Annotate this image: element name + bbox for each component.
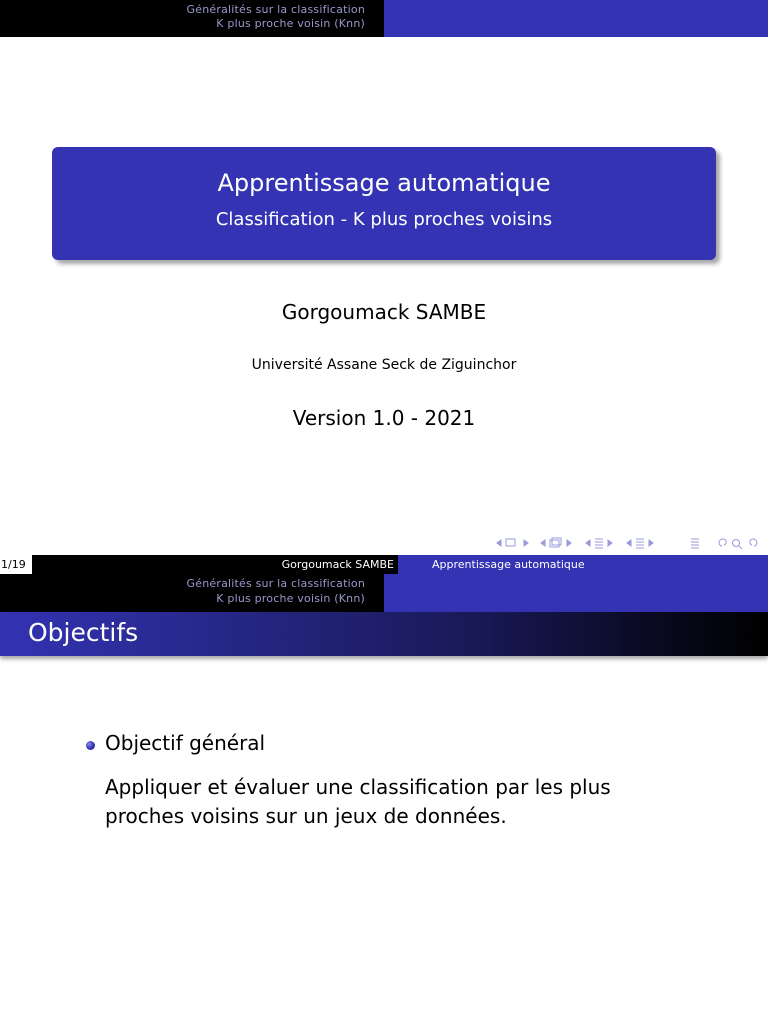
header-section-link[interactable]: Généralités sur la classification [186,577,365,590]
frame-title: Objectifs [28,618,139,647]
presentation-title: Apprentissage automatique [217,169,551,197]
nav-next-slide-icon [524,540,528,546]
header-left-panel [0,0,384,37]
bullet-heading: Objectif général [105,731,266,755]
bullet-body-text: Appliquer et évaluer une classification par les plus proches voisins sur un jeux de données. [105,775,611,828]
header-subsection-link[interactable]: K plus proche voisin (Knn) [216,17,365,30]
search-icon [733,540,740,547]
author-name: Gorgoumack SAMBE [281,300,487,324]
header-right-panel [384,0,768,37]
bullet-icon [86,741,95,750]
nav-prev-slide-icon [497,540,501,546]
back-icon [719,539,726,546]
slide1-footer [0,555,768,574]
nav-prev-section-icon [627,540,631,546]
footer-right-panel [398,555,768,574]
page-number: 1/19 [0,555,32,574]
header-subsection-link[interactable]: K plus proche voisin (Knn) [216,592,365,605]
header-right-panel [384,574,768,612]
title-block [52,147,716,260]
header-section-link[interactable]: Généralités sur la classification [186,3,365,16]
nav-next-frame-icon [567,540,571,546]
nav-prev-subsection-icon [586,540,590,546]
forward-icon [750,539,757,546]
footer-author[interactable]: Gorgoumack SAMBE [281,558,394,571]
nav-next-section-icon [649,540,653,546]
presentation-subtitle: Classification - K plus proches voisins [215,209,553,230]
nav-next-subsection-icon [608,540,612,546]
institute-name: Université Assane Seck de Ziguinchor [251,357,517,373]
frame-icon [550,540,559,547]
slide-icon [506,539,515,546]
footer-left-panel [32,555,398,574]
document-icon [691,539,699,548]
navigation-symbols[interactable] [494,534,764,552]
slide1-header-bar [0,0,768,37]
header-left-panel [0,574,384,612]
frame-title-bar [0,612,768,656]
subsection-icon [595,539,603,548]
nav-icons[interactable] [494,534,764,552]
section-icon [636,539,644,548]
nav-prev-frame-icon [541,540,545,546]
slide2-header-bar [0,574,768,612]
version-text: Version 1.0 - 2021 [292,406,476,430]
footer-short-title[interactable]: Apprentissage automatique [432,558,585,571]
